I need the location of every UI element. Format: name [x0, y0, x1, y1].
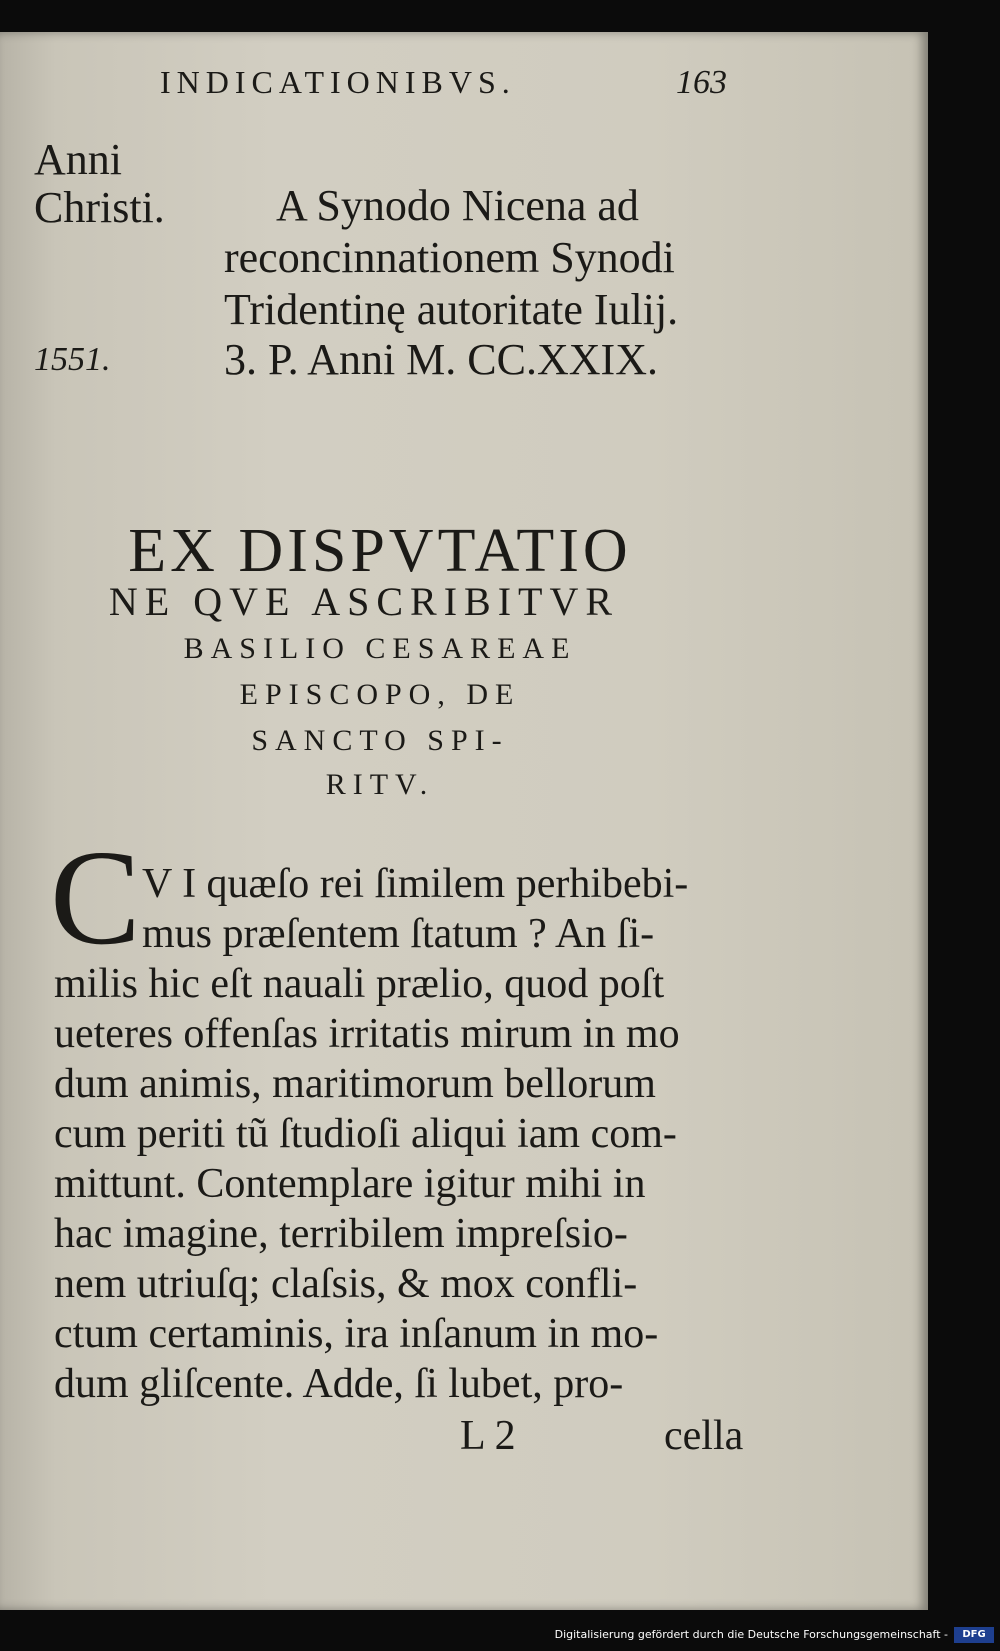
body-line: hac imagine, terribilem impreſsio-	[54, 1211, 628, 1257]
page-number: 163	[676, 64, 727, 101]
body-line: cum periti tũ ſtudioſi aliqui iam com-	[54, 1111, 677, 1157]
synodus-line: 3. P. Anni M. CC.XXIX.	[224, 335, 658, 384]
body-line: milis hic eſt nauali prælio, quod poſt	[54, 961, 665, 1007]
body-line: dum animis, maritimorum bellorum	[54, 1061, 656, 1107]
body-line: dum gliſcente. Adde, ſi lubet, pro-	[54, 1361, 624, 1407]
body-line: V I quæſo rei ſimilem perhibebi-	[142, 861, 689, 907]
body-line: ueteres offenſas irritatis mirum in mo	[54, 1011, 680, 1057]
dfg-logo: DFG	[954, 1627, 994, 1643]
margin-anni: Anni	[34, 135, 122, 184]
section-title-line: SANCTO SPI-	[251, 724, 509, 757]
synodus-line: A Synodo Nicena ad	[276, 181, 639, 230]
margin-year: 1551.	[34, 341, 111, 378]
body-line: mittunt. Contemplare igitur mihi in	[54, 1161, 646, 1207]
section-title-line: BASILIO CESAREAE	[183, 632, 577, 665]
footer-bar	[0, 1610, 1000, 1651]
drop-capital: C	[50, 823, 141, 973]
section-title-line: EX DISPVTATIO	[128, 517, 632, 585]
funding-notice: Digitalisierung gefördert durch die Deutsche Forschungsgemeinschaft -	[554, 1628, 948, 1641]
running-header: INDICATIONIBVS.	[160, 64, 516, 100]
section-title-line: EPISCOPO, DE	[239, 678, 521, 711]
body-line: mus præſentem ſtatum ? An ſi-	[142, 911, 655, 957]
body-line: nem utriuſq; claſsis, & mox confli-	[54, 1261, 638, 1307]
catchword: cella	[664, 1413, 744, 1459]
body-line: ctum certaminis, ira inſanum in mo-	[54, 1311, 659, 1357]
section-title-line: NE QVE ASCRIBITVR	[108, 579, 620, 624]
synodus-line: Tridentinę autoritate Iulij.	[224, 285, 679, 334]
synodus-line: reconcinnationem Synodi	[224, 233, 675, 282]
signature-mark: L 2	[460, 1413, 516, 1459]
section-title-line: RITV.	[325, 768, 435, 801]
margin-christi: Christi.	[34, 183, 165, 232]
